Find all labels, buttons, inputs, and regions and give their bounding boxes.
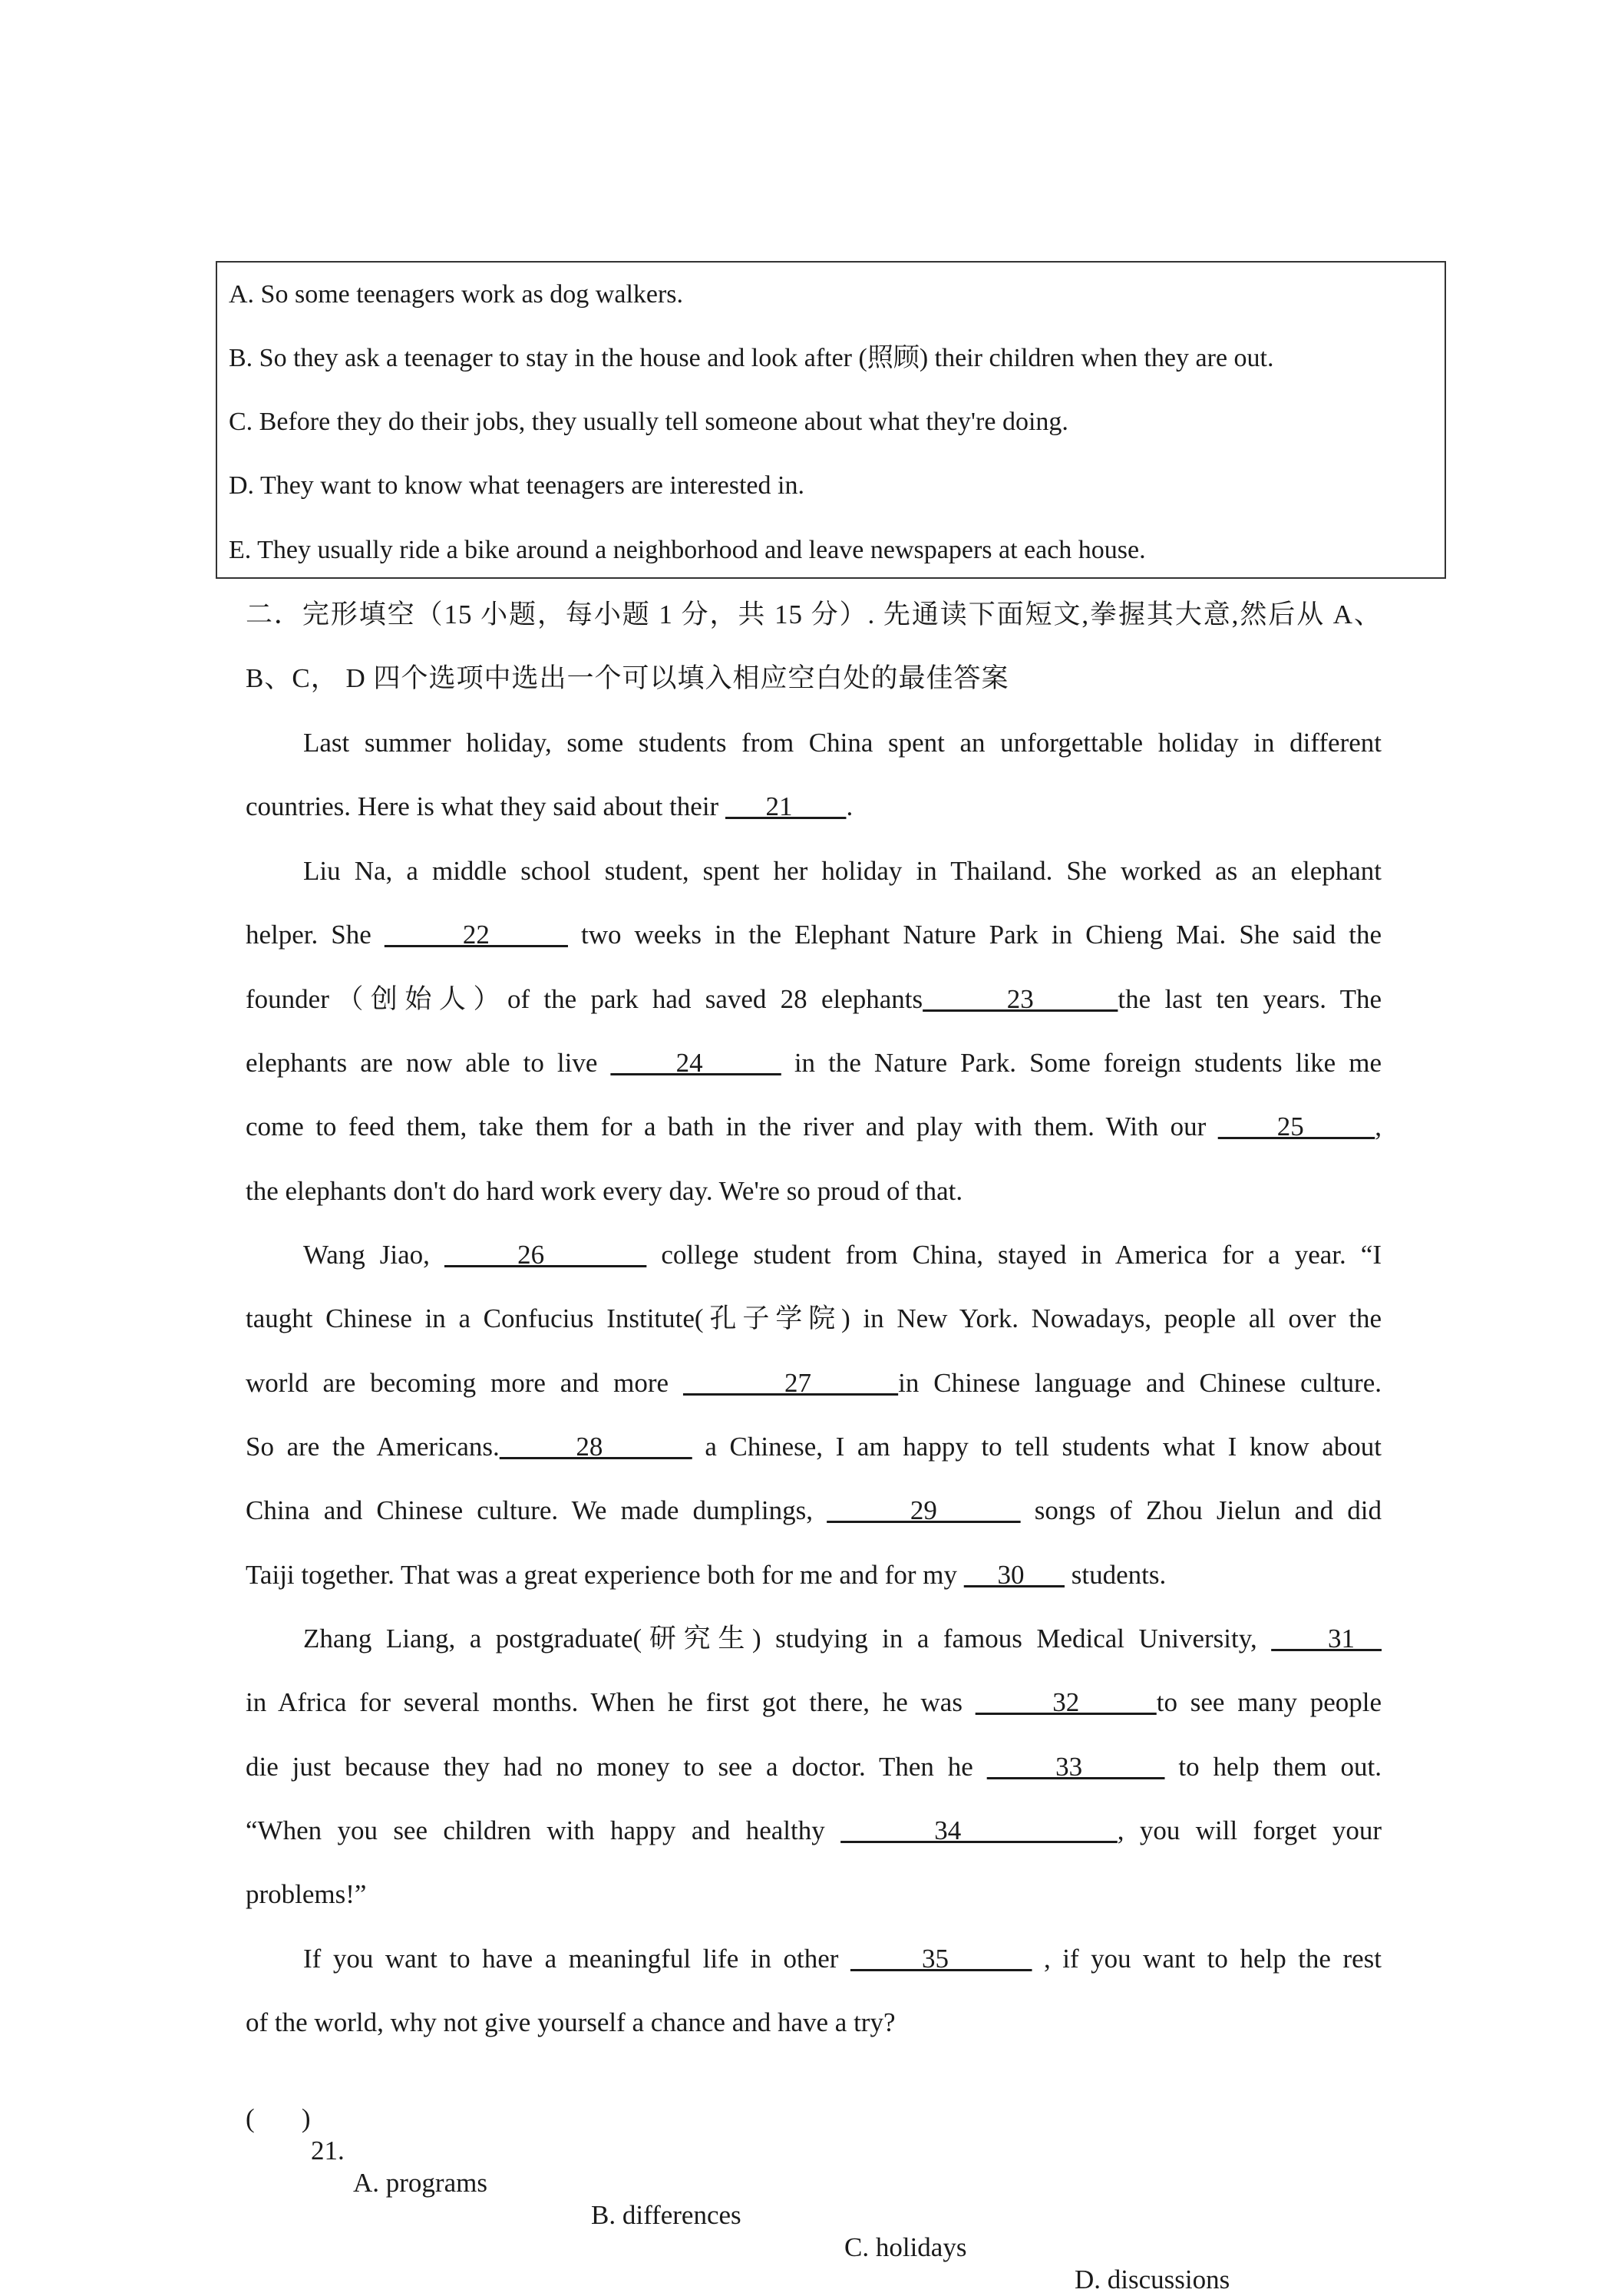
blank-33: 33	[986, 1752, 1165, 1782]
p3-line6	[246, 1559, 1382, 1591]
blank-25: 25	[1217, 1112, 1375, 1141]
blank-22: 22	[384, 920, 568, 950]
choice-a[interactable]: A. programs	[353, 2168, 487, 2198]
blank-31: 31	[1271, 1624, 1382, 1653]
text: in Chinese language and Chinese culture.	[898, 1368, 1382, 1398]
p5-line2: of the world, why not give yourself a chance and have a try?	[246, 2007, 896, 2037]
p4-line2	[246, 1686, 1382, 1719]
p2-line5	[246, 1111, 1382, 1143]
text: the last ten years. The	[1118, 984, 1382, 1014]
text: two weeks in the Elephant Nature Park in Chieng Mai. She said the	[567, 920, 1382, 950]
blank-28: 28	[499, 1432, 692, 1462]
section-heading-line1: 二．完形填空（15 小题，每小题 1 分，共 15 分）. 先通读下面短文,拳握其大意,然后从 A、	[246, 600, 1382, 629]
p4-line3	[246, 1751, 1382, 1783]
p3-line1	[303, 1239, 1382, 1271]
p3-line4	[246, 1431, 1382, 1463]
choice-c[interactable]: C. holidays	[844, 2232, 967, 2262]
text: China and Chinese culture. We made dumplings,	[246, 1495, 827, 1525]
text: come to feed them, take them for a bath in the river and play with them. With our	[246, 1112, 1218, 1141]
blank-35: 35	[850, 1944, 1032, 1974]
option-e: E. They usually ride a bike around a neighborhood and leave newspapers at each house.	[229, 536, 1146, 564]
blank-24: 24	[610, 1048, 781, 1078]
question-21	[246, 2070, 1397, 2294]
option-a: A. So some teenagers work as dog walkers.	[229, 280, 684, 309]
text: “When you see children with happy and healthy	[246, 1815, 841, 1845]
p2-line2	[246, 919, 1382, 951]
text: ,	[1375, 1112, 1382, 1141]
p1-line2	[246, 791, 1382, 823]
text: college student from China, stayed in America for a year. “I	[646, 1240, 1382, 1270]
p3-line5	[246, 1495, 1382, 1527]
option-d: D. They want to know what teenagers are interested in.	[229, 471, 804, 500]
blank-34: 34	[840, 1815, 1118, 1845]
text: to see many people	[1156, 1687, 1382, 1717]
text: a Chinese, I am happy to tell students what I know about	[692, 1432, 1382, 1462]
p1-line1: Last summer holiday, some students from China spent an unforgettable holiday in different	[303, 728, 1382, 758]
text: in Africa for several months. When he first got there, he was	[246, 1687, 976, 1717]
text: countries. Here is what they said about their	[246, 791, 725, 821]
blank-29: 29	[827, 1495, 1021, 1525]
answer-bracket[interactable]: ( )	[246, 2103, 311, 2133]
text: helper. She	[246, 920, 385, 950]
section-heading-line2: B、C， D 四个选项中选出一个可以填入相应空白处的最佳答案	[246, 663, 1009, 693]
text: elephants are now able to live	[246, 1048, 611, 1078]
p2-line4	[246, 1047, 1382, 1079]
text: If you want to have a meaningful life in other	[303, 1944, 850, 1974]
blank-23: 23	[923, 984, 1118, 1014]
p2-line3	[246, 983, 1382, 1016]
option-c: C. Before they do their jobs, they usually tell someone about what they're doing.	[229, 408, 1068, 436]
text: , if you want to help the rest	[1032, 1944, 1382, 1974]
p4-line1	[303, 1623, 1382, 1655]
text: world are becoming more and more	[246, 1368, 683, 1398]
text: , you will forget your	[1117, 1815, 1382, 1845]
p5-line1	[303, 1943, 1382, 1975]
question-number: 21.	[311, 2136, 345, 2166]
choice-d[interactable]: D. discussions	[1075, 2265, 1230, 2294]
p3-line3	[246, 1367, 1382, 1399]
text: to help them out.	[1164, 1752, 1382, 1782]
p3-line2: taught Chinese in a Confucius Institute(孔子学院) in New York. Nowadays, people all over the	[246, 1303, 1382, 1333]
text: Zhang Liang, a postgraduate(研究生) studying in a famous Medical University,	[303, 1624, 1272, 1653]
text: songs of Zhou Jielun and did	[1020, 1495, 1382, 1525]
text: die just because they had no money to see a doctor. Then he	[246, 1752, 987, 1782]
blank-32: 32	[975, 1687, 1157, 1717]
text: So are the Americans.	[246, 1432, 500, 1462]
p4-line4	[246, 1815, 1382, 1847]
p2-line6: the elephants don't do hard work every day. We're so proud of that.	[246, 1176, 963, 1206]
text: Wang Jiao,	[303, 1240, 444, 1270]
p4-line5: problems!”	[246, 1879, 367, 1909]
p2-line1: Liu Na, a middle school student, spent her holiday in Thailand. She worked as an elephant	[303, 856, 1382, 886]
text: Taiji together. That was a great experience both for me and for my	[246, 1560, 964, 1590]
text: founder（创始人）of the park had saved 28 elephants	[246, 984, 923, 1014]
blank-30: 30	[963, 1560, 1065, 1590]
text: in the Nature Park. Some foreign students like me	[781, 1048, 1382, 1078]
blank-21: 21	[725, 791, 847, 821]
blank-27: 27	[682, 1368, 899, 1398]
text: .	[846, 791, 854, 821]
choice-b[interactable]: B. differences	[591, 2200, 741, 2230]
option-b: B. So they ask a teenager to stay in the house and look after (照顾) their children when they are out.	[229, 344, 1274, 372]
blank-26: 26	[444, 1240, 647, 1270]
text: students.	[1064, 1560, 1167, 1590]
